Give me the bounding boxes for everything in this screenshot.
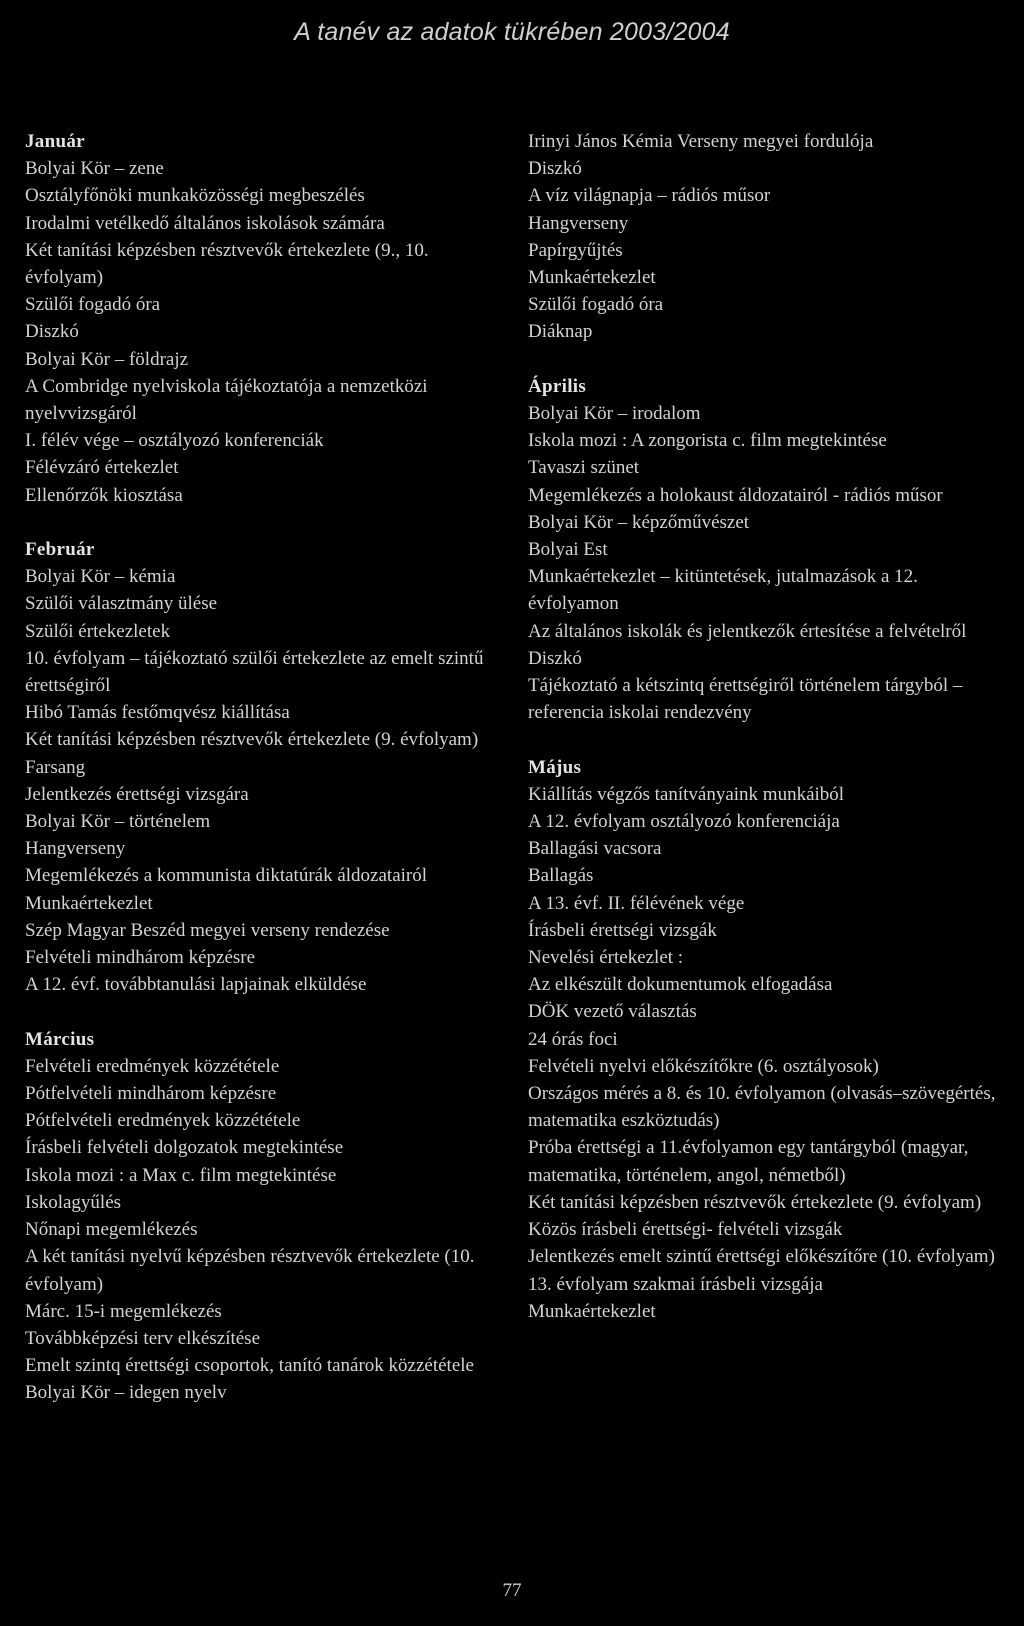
event-item: Két tanítási képzésben résztvevők értekezlete (9. évfolyam) [25,729,479,751]
month-section-marcius [25,1026,495,1407]
event-item: Felvételi nyelvi előkészítőkre (6. osztályosok) [528,1055,879,1077]
event-item: Hangverseny [25,838,126,860]
month-section-februar [25,536,495,998]
event-item: Felvételi eredmények közzététele [25,1055,280,1077]
event-item: Jelentkezés emelt szintű érettségi előkészítőre (10. évfolyam) [528,1246,995,1268]
event-item: Ellenőrzők kiosztása [25,484,183,506]
event-item: Szép Magyar Beszéd megyei verseny rendezése [25,919,390,941]
event-item: Országos mérés a 8. és 10. évfolyamon (olvasás–szövegértés, matematika eszköztudás) [528,1083,996,1132]
event-item: 24 órás foci [528,1028,618,1050]
event-item: Továbbképzési terv elkészítése [25,1327,261,1349]
page-number: 77 [502,1580,522,1601]
event-item: Irodalmi vetélkedő általános iskolások számára [25,212,385,234]
event-item: I. félév vége – osztályozó konferenciák [25,430,324,452]
event-item: Hangverseny [528,212,629,234]
event-item: Két tanítási képzésben résztvevők értekezlete (9., 10. évfolyam) [25,239,429,289]
event-item: Két tanítási képzésben résztvevők értekezlete (9. évfolyam) [528,1191,982,1213]
event-item: A két tanítási nyelvű képzésben résztvevők értekezlete (10. évfolyam) [25,1246,475,1295]
event-item: Iskola mozi : A zongorista c. film megtekintése [528,430,887,452]
month-heading: Január [25,131,85,152]
event-item: Hibó Tamás festőmqvész kiállítása [25,702,290,724]
month-section-januar [25,128,495,509]
event-item: Diszkó [25,321,79,343]
event-item: A 12. évf. továbbtanulási lapjainak elküldése [25,974,367,996]
event-item: DÖK vezető választás [528,1001,697,1023]
event-item: Munkaértekezlet [528,267,656,289]
event-item: Megemlékezés a holokaust áldozatairól - rádiós műsor [528,484,943,506]
event-item: Bolyai Kör – irodalom [528,403,701,425]
event-item: Emelt szintq érettségi csoportok, tanító tanárok közzététele [25,1355,474,1377]
event-item: Bolyai Kör – történelem [25,811,211,833]
event-item: Papírgyűjtés [528,239,623,261]
event-item: Ballagási vacsora [528,838,662,860]
event-item: Közös írásbeli érettségi- felvételi vizsgák [528,1219,843,1241]
event-item: Bolyai Est [528,539,608,561]
event-item: Szülői fogadó óra [25,294,161,316]
month-heading: Február [25,539,95,561]
month-section-marcius-continued [528,128,998,346]
event-item: Munkaértekezlet [528,1300,656,1322]
event-item: Kiállítás végzős tanítványaink munkáiból [528,783,845,805]
event-item: A 12. évfolyam osztályozó konferenciája [528,811,840,833]
event-item: Felvételi mindhárom képzésre [25,947,256,969]
event-item: Farsang [25,756,86,778]
event-item: Pótfelvételi eredmények közzététele [25,1110,301,1132]
event-item: Tavaszi szünet [528,457,640,479]
event-item: Nőnapi megemlékezés [25,1219,198,1241]
event-item: Diszkó [528,158,582,180]
event-item: Diáknap [528,321,593,343]
event-item: Próba érettségi a 11.évfolyamon egy tantárgyból (magyar, matematika, történelem, angol, németből) [528,1137,969,1186]
event-item: Ballagás [528,865,594,887]
event-item: A víz világnapja – rádiós műsor [528,185,771,207]
event-item: Szülői értekezletek [25,620,171,642]
page-header: A tanév az adatok tükrében 2003/2004 [294,18,730,46]
event-item: Diszkó [528,647,582,669]
event-item: Munkaértekezlet [25,892,153,914]
event-item: Pótfelvételi mindhárom képzésre [25,1083,277,1105]
event-item: Osztályfőnöki munkaközösségi megbeszélés [25,185,365,207]
month-section-aprilis [528,373,998,727]
event-item: Megemlékezés a kommunista diktatúrák áldozatairól [25,865,428,887]
event-item: Iskolagyűlés [25,1191,122,1213]
event-item: Bolyai Kör – idegen nyelv [25,1382,227,1404]
month-heading: Május [528,756,582,778]
event-item: Márc. 15-i megemlékezés [25,1300,222,1322]
event-item: Tájékoztató a kétszintq érettségiről történelem tárgyból – referencia iskolai rendezvény [528,675,963,724]
event-item: A Combridge nyelviskola tájékoztatója a nemzetközi nyelvvizsgáról [25,375,428,425]
event-item: Jelentkezés érettségi vizsgára [25,783,249,805]
event-item: Az elkészült dokumentumok elfogadása [528,974,833,996]
event-item: Szülői választmány ülése [25,593,218,615]
event-item: 13. évfolyam szakmai írásbeli vizsgája [528,1273,823,1295]
month-heading: Április [528,375,587,397]
month-heading: Március [25,1028,95,1050]
right-column [528,128,998,1352]
event-item: A 13. évf. II. félévének vége [528,892,745,914]
event-item: Iskola mozi : a Max c. film megtekintése [25,1164,337,1186]
event-item: Írásbeli érettségi vizsgák [528,919,717,941]
month-section-majus [528,754,998,1325]
event-item: Bolyai Kör – képzőművészet [528,511,750,533]
event-item: Bolyai Kör – zene [25,158,164,180]
event-item: Munkaértekezlet – kitüntetések, jutalmazások a 12. évfolyamon [528,566,918,615]
event-item: 10. évfolyam – tájékoztató szülői értekezlete az emelt szintű érettségiről [25,647,484,697]
event-item: Bolyai Kör – földrajz [25,348,189,370]
event-item: Szülői fogadó óra [528,294,664,316]
event-item: Félévzáró értekezlet [25,457,179,479]
left-column [25,128,495,1434]
event-item: Irinyi János Kémia Verseny megyei fordulója [528,131,874,152]
event-item: Az általános iskolák és jelentkezők értesítése a felvételről [528,620,967,642]
event-item: Nevelési értekezlet : [528,947,684,969]
event-item: Bolyai Kör – kémia [25,566,176,588]
event-item: Írásbeli felvételi dolgozatok megtekintése [25,1137,344,1159]
